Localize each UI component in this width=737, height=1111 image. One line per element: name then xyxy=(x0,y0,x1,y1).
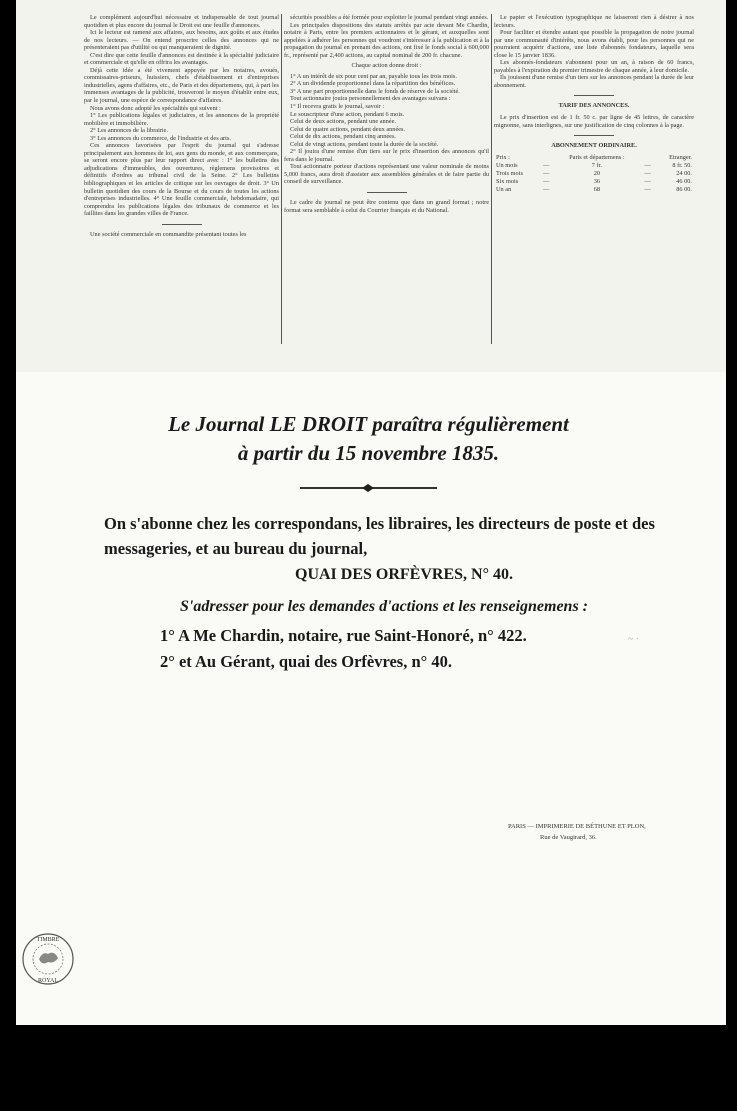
rights-item: 2° A un dividende proportionnel dans la répartition des bénéfices. xyxy=(290,80,456,88)
dash-separator: — xyxy=(644,161,651,169)
rights-item: 1° A un intérêt de six pour cent par an, payable tous les trois mois. xyxy=(290,72,457,80)
stamp-bottom-text: ROYAL xyxy=(37,978,59,984)
separator xyxy=(162,224,202,225)
office-address: QUAI DES ORFÈVRES, N° 40. xyxy=(295,566,513,583)
column-2-end: Le cadre du journal ne peut être contenu que dans un grand format ; notre format sera semblable à celui du Courrier français et du National. xyxy=(284,199,489,214)
timbre-stamp xyxy=(21,932,75,986)
tarif-title: TARIF DES ANNONCES. xyxy=(558,102,630,110)
column-1-paragraph: Ces annonces favorisées par l'esprit du journal qui s'adresse principalement aux hommes de loi, aux gens du monde, et aux commerçans, se seront encore plus par leur rapport direct avec : 1° les bulletins des adjudications d'immeubles, des ouvertures, règlemens provisoires et définitifs d'ordres au tribunal civil de la Seine. 2° Les bulletins bibliographiques et les articles de critique sur les ouvrages de droit. 3° Un bulletin quotidien des cours de la Bourse et du cours de toutes les actions d'entreprises industrielles. 4° Une feuille commerciale, hebdomadaire, qui comprendra les publications légales des tribunaux de commerce et les faillites dans les grandes villes de France. xyxy=(84,142,279,218)
watermark-mark: ~ · xyxy=(628,634,640,645)
rights-item: Celui de quatre actions, pendant deux années. xyxy=(290,125,406,133)
abonnement-cell: 7 fr. xyxy=(591,161,602,169)
separator xyxy=(574,95,614,96)
column-3-paragraph: Les abonnés-fondateurs s'abonnent pour un an, à raison de 60 francs, payables à l'expiration du premier trimestre de chaque année, à leur domicile. xyxy=(494,59,694,74)
abonnement-row xyxy=(494,186,694,194)
abonnement-cell: 24 00. xyxy=(676,169,692,177)
dash-separator: — xyxy=(644,169,651,177)
abonnement-title: ABONNEMENT ORDINAIRE. xyxy=(551,142,637,150)
contact-manager: 2° et Au Gérant, quai des Orfèvres, n° 40. xyxy=(160,652,453,671)
rights-item: Tout actionnaire jouira personnellement des avantages suivans : xyxy=(290,95,451,103)
dash-separator: — xyxy=(543,177,550,185)
dash-separator: — xyxy=(543,169,550,177)
prospectus-columns xyxy=(16,0,726,372)
dash-separator: — xyxy=(543,185,550,193)
rights-heading: Chaque action donne droit : xyxy=(351,62,422,70)
headline-line-1: Le Journal LE DROIT paraîtra régulièrement xyxy=(168,412,569,436)
subscribe-line-2: messageries, et au bureau du journal, xyxy=(104,539,368,558)
abonnement-cell: 36 xyxy=(593,177,601,185)
column-1-paragraph: Nous avons donc adopté les spécialités qui suivent : xyxy=(90,104,221,112)
column-1-end: Une société commerciale en commandite présentant toutes les xyxy=(90,230,247,238)
abonnement-cell: Un an xyxy=(496,185,512,193)
announcement-sheet xyxy=(16,372,726,1025)
abonnement-header: Prix : xyxy=(496,153,510,161)
abonnement-cell: 86 00. xyxy=(676,185,692,193)
abonnement-table xyxy=(494,154,694,194)
headline-line-2: à partir du 15 novembre 1835. xyxy=(237,441,500,465)
column-3-paragraph: Ils jouissent d'une remise d'un tiers sur les annonces pendant la durée de leur abonnement. xyxy=(494,74,694,89)
column-1-paragraph: Déjà cette idée a été vivement appuyée par les notaires, avoués, commissaires-priseurs, huissiers, chefs d'établissement et d'entreprises industrielles, agens d'affaires, etc., de Paris et des départemens, qui, à part les immenses avantages de la publicité, trouveront le moyen d'établir entre eux, par le journal, une espèce de correspondance d'affaires. xyxy=(84,66,279,105)
column-2-paragraph: Les principales dispositions des statuts arrêtés par acte devant Me Chardin, notaire à Paris, entre les premiers actionnaires et le gérant, et auxquelles sont appelées à adhérer les personnes qui voudront s'intéresser à la publication et à la propagation du journal en prenant des actions, ont fixé le fonds social à 600,000 fr., représenté par 2,400 actions, au capital nominal de 200 fr. chacune. xyxy=(284,21,489,59)
abonnement-cell: 68 xyxy=(593,185,601,193)
abonnement-row xyxy=(494,170,694,178)
column-2-paragraph: sécurités possibles a été formée pour exploiter le journal pendant vingt années. xyxy=(290,14,489,21)
rights-item: 1° Il recevra gratis le journal, savoir : xyxy=(290,103,385,111)
abonnement-cell: 8 fr. 50. xyxy=(672,161,692,169)
contact-notary: 1° A Me Chardin, notaire, rue Saint-Honoré, n° 422. xyxy=(160,626,527,645)
rights-item: Celui de deux actions, pendant une année. xyxy=(290,118,396,126)
column-rule xyxy=(281,14,282,344)
column-3-paragraph: Pour faciliter et étendre autant que possible la propagation de notre journal par une communauté d'intérêts, nous avons établi, pour les personnes qui ne pourraient acquérir d'actions, une liste d'abonnés fondateurs, laquelle sera close le 15 janvier 1836. xyxy=(494,29,694,59)
abonnement-row xyxy=(494,178,694,186)
dash-separator: — xyxy=(644,177,651,185)
column-1-paragraph: 1° Les publications légales et judiciaires, et les annonces de la propriété mobilière et immobilière. xyxy=(84,112,279,127)
rights-item: 3° A une part proportionnelle dans le fonds de réserve de la société. xyxy=(290,87,460,95)
column-3 xyxy=(494,14,694,344)
column-3-paragraph: Le papier et l'exécution typographique ne laisseront rien à désirer à nos lecteurs. xyxy=(494,14,694,29)
abonnement-header: Etranger. xyxy=(669,153,692,161)
stamp-top-text: TIMBRE xyxy=(36,937,60,943)
rights-item: Tout actionnaire porteur d'actions représentant une valeur nominale de moins 5,000 francs, aura droit d'assister aux assemblées générales et de faire partie du conseil de surveillance. xyxy=(284,163,489,186)
separator xyxy=(574,135,614,136)
separator xyxy=(367,192,407,193)
abonnement-cell: 46 00. xyxy=(676,177,692,185)
abonnement-row xyxy=(494,162,694,170)
rights-item: 2° Il jouira d'une remise d'un tiers sur le prix d'insertion des annonces qu'il fera dans le journal. xyxy=(284,148,489,163)
rights-item: Celui de vingt actions, pendant toute la durée de la société. xyxy=(290,140,439,148)
dash-separator: — xyxy=(644,185,651,193)
column-rule xyxy=(491,14,492,344)
column-1-paragraph: C'est dire que cette feuille d'annonces est destinée à la spécialité judiciaire et commerciale et qu'elle en offrira les avantages. xyxy=(84,51,279,67)
rights-item: Celui de dix actions, pendant cinq années. xyxy=(290,133,396,141)
imprint-line-2: Rue de Vaugirard, 36. xyxy=(540,834,597,841)
rights-item: Le souscripteur d'une action, pendant 6 mois. xyxy=(290,110,405,118)
ornamental-rule xyxy=(300,486,437,489)
abonnement-header: Paris et départemens : xyxy=(569,153,625,161)
document-page xyxy=(16,0,726,1025)
abonnement-cell: Six mois xyxy=(496,177,519,185)
subscribe-line-1: On s'abonne chez les correspondans, les libraires, les directeurs de poste et des xyxy=(104,514,655,533)
abonnement-cell: 20 xyxy=(593,169,601,177)
abonnement-cell: Trois mois xyxy=(496,169,523,177)
address-intro: S'adresser pour les demandes d'actions et les renseignemens : xyxy=(180,598,589,615)
column-1 xyxy=(84,14,279,354)
imprint-line-1: PARIS — IMPRIMERIE DE BÉTHUNE ET PLON, xyxy=(508,823,646,830)
column-1-paragraph: 2° Les annonces de la librairie. xyxy=(90,127,169,135)
abonnement-cell: Un mois xyxy=(496,161,518,169)
column-2 xyxy=(284,14,489,354)
column-1-paragraph: Ici le lecteur est ramené aux affaires, aux besoins, aux goûts et aux études de nos lecteurs. — On entend proscrire celles des annonces qui ne présenteraient pas d'utilité ou qui manqueraient de dignité. xyxy=(84,29,279,52)
column-1-paragraph: 3° Les annonces du commerce, de l'industrie et des arts. xyxy=(90,134,231,142)
dash-separator: — xyxy=(543,161,550,169)
tarif-text: Le prix d'insertion est de 1 fr. 50 c. par ligne de 45 lettres, de caractère mignonne, sans interlignes, sur une justification de cinq colonnes à la page. xyxy=(494,114,694,129)
column-1-paragraph: Le complément aujourd'hui nécessaire et indispensable de tout journal quotidien et plus encore du journal le Droit est une feuille d'annonces. xyxy=(84,14,279,29)
